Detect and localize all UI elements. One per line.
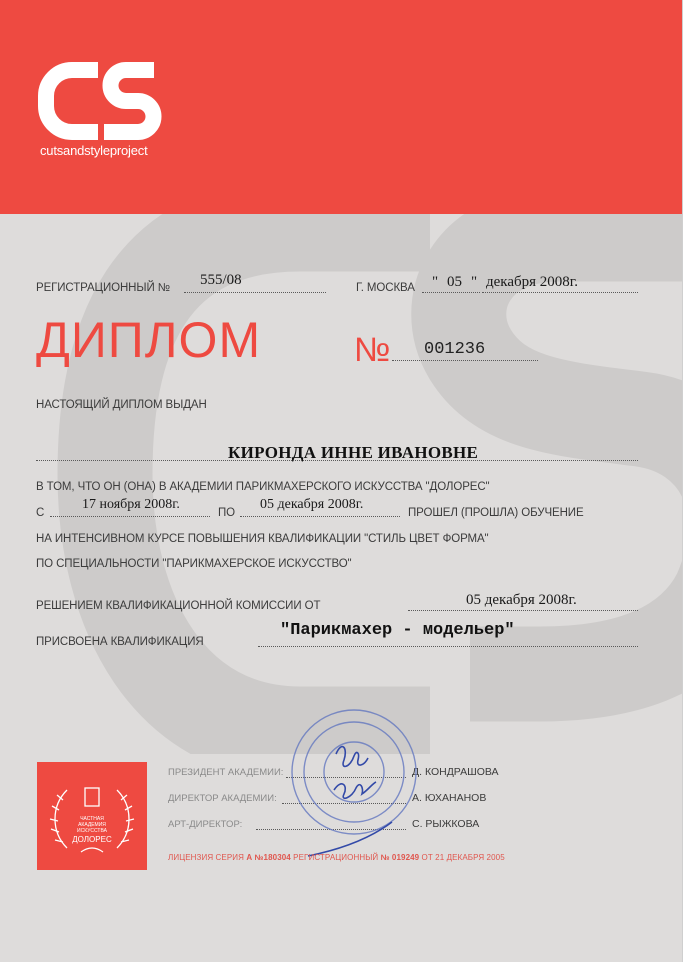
month-dots — [482, 292, 638, 293]
svg-text:ДОЛОРЕС: ДОЛОРЕС — [72, 835, 112, 844]
from-label: С — [36, 507, 45, 519]
signature-name-director: А. ЮХАНАНОВ — [412, 792, 487, 804]
cs-logo — [38, 62, 164, 140]
to-dots — [240, 516, 400, 517]
qualification-value: "Парикмахер - модельер" — [280, 621, 515, 640]
commission-dots — [408, 610, 638, 611]
license-series: А №180304 — [246, 853, 291, 862]
from-date: 17 ноября 2008г. — [82, 497, 180, 512]
completed-label: ПРОШЕЛ (ПРОШЛА) ОБУЧЕНИЕ — [408, 507, 584, 519]
date-close-quote: " — [471, 274, 478, 290]
commission-date: 05 декабря 2008г. — [466, 592, 577, 608]
from-dots — [50, 516, 210, 517]
license-reg-label: РЕГИСТРАЦИОННЫЙ — [293, 853, 379, 862]
svg-text:ЧАСТНАЯ: ЧАСТНАЯ — [80, 816, 104, 822]
city-label: Г. МОСКВА — [356, 282, 415, 294]
to-date: 05 декабря 2008г. — [260, 497, 364, 512]
registration-number: 555/08 — [200, 272, 242, 288]
registration-label: РЕГИСТРАЦИОННЫЙ № — [36, 282, 170, 294]
commission-label: РЕШЕНИЕМ КВАЛИФИКАЦИОННОЙ КОМИССИИ ОТ — [36, 600, 321, 612]
recipient-dots — [36, 460, 638, 461]
svg-text:ИСКУССТВА: ИСКУССТВА — [77, 828, 107, 834]
body-line-4: ПО СПЕЦИАЛЬНОСТИ "ПАРИКМАХЕРСКОЕ ИСКУССТВО" — [36, 558, 352, 570]
to-label: ПО — [218, 507, 236, 519]
logo-subtitle: cutsandstyleproject — [40, 143, 148, 158]
number-dots — [392, 360, 538, 361]
academy-emblem — [37, 762, 147, 870]
qualification-dots — [258, 646, 638, 647]
laurel-emblem-icon — [37, 762, 147, 870]
signature-name-president: Д. КОНДРАШОВА — [412, 766, 499, 778]
svg-text:АКАДЕМИЯ: АКАДЕМИЯ — [78, 822, 106, 828]
signature-role-art-director: АРТ-ДИРЕКТОР: — [168, 819, 243, 830]
diploma-title: ДИПЛОМ — [36, 312, 262, 368]
header-banner — [0, 0, 682, 214]
license-date: ОТ 21 ДЕКАБРЯ 2005 — [421, 853, 505, 862]
signature-name-art-director: С. РЫЖКОВА — [412, 818, 480, 830]
date-open-quote: " — [432, 274, 439, 290]
license-line — [168, 853, 505, 862]
number-sign: № — [354, 331, 391, 369]
issued-label: НАСТОЯЩИЙ ДИПЛОМ ВЫДАН — [36, 399, 207, 411]
registration-month-year: декабря 2008г. — [486, 274, 578, 290]
signature-role-president: ПРЕЗИДЕНТ АКАДЕМИИ: — [168, 767, 284, 778]
license-prefix: ЛИЦЕНЗИЯ СЕРИЯ — [168, 853, 244, 862]
diploma-number: 001236 — [424, 340, 486, 359]
registration-day: 05 — [447, 274, 462, 290]
day-dots — [422, 292, 480, 293]
recipient-name: КИРОНДА ИННЕ ИВАНОВНЕ — [228, 443, 479, 462]
stamp-seal — [268, 706, 428, 866]
license-reg-number: № 019249 — [380, 853, 420, 862]
body-line-1: В ТОМ, ЧТО ОН (ОНА) В АКАДЕМИИ ПАРИКМАХЕРСКОГО ИСКУССТВА "ДОЛОРЕС" — [36, 481, 490, 493]
body-line-3: НА ИНТЕНСИВНОМ КУРСЕ ПОВЫШЕНИЯ КВАЛИФИКАЦИИ "СТИЛЬ ЦВЕТ ФОРМА" — [36, 533, 489, 545]
signature-role-director: ДИРЕКТОР АКАДЕМИИ: — [168, 793, 277, 804]
qualification-label: ПРИСВОЕНА КВАЛИФИКАЦИЯ — [36, 636, 204, 648]
registration-dots — [184, 292, 326, 293]
